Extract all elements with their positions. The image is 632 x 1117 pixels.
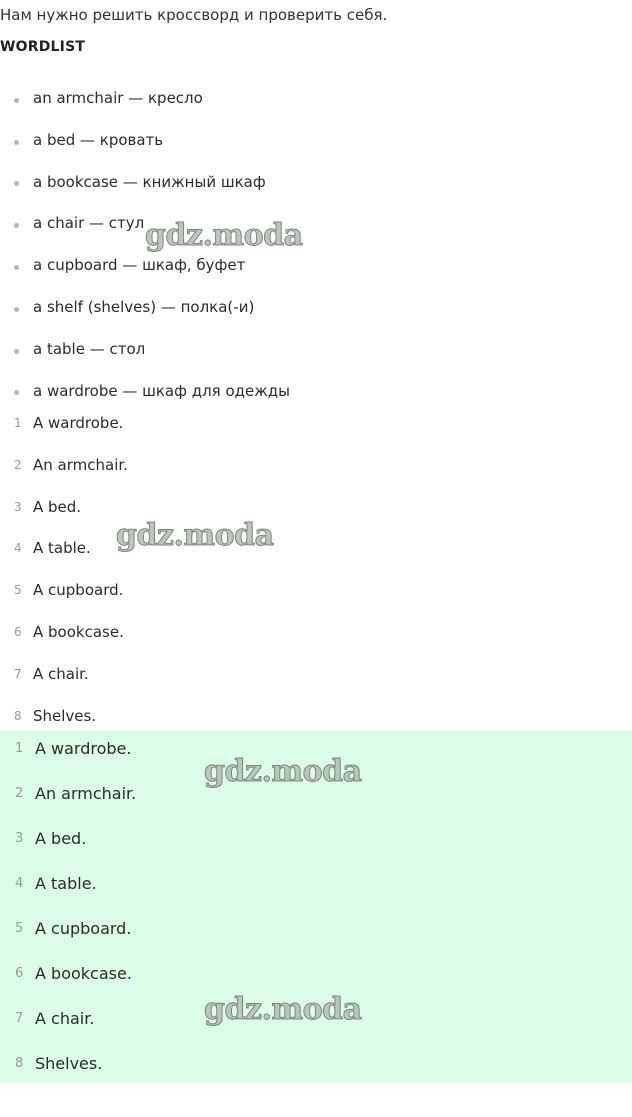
wordlist-item-text: a bed — кровать <box>33 130 164 149</box>
wordlist-item-text: a wardrobe — шкаф для одежды <box>33 381 290 400</box>
watermark-logo: gdz.moda <box>204 992 362 1027</box>
checked-answer-text: A chair. <box>35 1009 95 1028</box>
watermark-logo: gdz.moda <box>116 518 274 553</box>
checked-answer-item <box>0 1050 632 1095</box>
checked-answers-block <box>0 731 632 1082</box>
answer-text: An armchair. <box>33 455 128 474</box>
wordlist-item-text: a cupboard — шкаф, буфет <box>33 256 246 275</box>
checked-answer-text: Shelves. <box>35 1054 103 1073</box>
wordlist-item <box>0 162 290 204</box>
checked-answer-item <box>0 825 632 870</box>
checked-answer-number: 1 <box>15 741 24 756</box>
answer-number: 8 <box>14 708 22 723</box>
bullet-icon <box>14 98 19 103</box>
checked-answer-text: An armchair. <box>35 784 137 803</box>
bullet-icon <box>14 181 19 186</box>
answer-text: A cupboard. <box>33 581 124 600</box>
bullet-icon <box>14 390 19 395</box>
checked-answer-number: 4 <box>15 876 24 891</box>
checked-answer-item <box>0 780 632 825</box>
bullet-icon <box>14 140 19 145</box>
answer-number: 1 <box>14 416 22 430</box>
wordlist-item <box>0 78 290 120</box>
checked-answer-number: 8 <box>15 1056 24 1071</box>
answer-number: 5 <box>14 583 22 598</box>
answer-text: A bookcase. <box>33 622 124 641</box>
answer-number: 2 <box>14 457 22 472</box>
checked-answer-item <box>0 960 632 1005</box>
answer-number: 4 <box>14 541 22 556</box>
wordlist-item-text: a bookcase — книжный шкаф <box>33 172 266 191</box>
answer-text: A bed. <box>33 497 82 516</box>
wordlist-item-text: a chair — стул <box>33 214 145 233</box>
checked-answer-text: A wardrobe. <box>35 739 132 758</box>
answer-text: A wardrobe. <box>33 414 124 432</box>
checked-answer-item <box>0 1005 632 1050</box>
wordlist-item <box>0 203 290 245</box>
wordlist-item <box>0 120 290 162</box>
wordlist <box>0 78 290 412</box>
answer-text: A table. <box>33 539 91 558</box>
wordlist-item <box>0 245 290 287</box>
checked-answer-text: A table. <box>35 874 97 893</box>
checked-answer-item <box>0 735 632 780</box>
wordlist-heading: WORDLIST <box>0 39 86 55</box>
bullet-icon <box>14 265 19 270</box>
intro-text: Нам нужно решить кроссворд и проверить себя. <box>0 6 388 24</box>
wordlist-item-text: a table — стол <box>33 339 146 358</box>
bullet-icon <box>14 307 19 312</box>
wordlist-item-text: a shelf (shelves) — полка(-и) <box>33 297 255 316</box>
checked-answer-text: A bed. <box>35 829 87 848</box>
wordlist-item-text: an armchair — кресло <box>33 89 203 107</box>
checked-answer-item <box>0 870 632 915</box>
checked-answer-text: A bookcase. <box>35 964 132 983</box>
checked-answer-number: 7 <box>15 1011 24 1026</box>
bullet-icon <box>14 349 19 354</box>
watermark-logo: gdz.moda <box>204 754 362 789</box>
answer-text: Shelves. <box>33 706 97 725</box>
checked-answer-list <box>0 735 632 1095</box>
answer-number: 3 <box>14 499 22 514</box>
checked-answer-number: 3 <box>15 831 24 846</box>
bullet-icon <box>14 223 19 228</box>
checked-answer-number: 5 <box>15 921 24 936</box>
checked-answer-text: A cupboard. <box>35 919 132 938</box>
answer-text: A chair. <box>33 664 89 683</box>
checked-answer-item <box>0 915 632 960</box>
answer-number: 6 <box>14 624 22 639</box>
checked-answer-number: 6 <box>15 966 24 981</box>
watermark-logo: gdz.moda <box>145 218 303 253</box>
answer-number: 7 <box>14 666 22 681</box>
checked-answer-number: 2 <box>15 786 24 801</box>
wordlist-item <box>0 329 290 371</box>
wordlist-item <box>0 287 290 329</box>
